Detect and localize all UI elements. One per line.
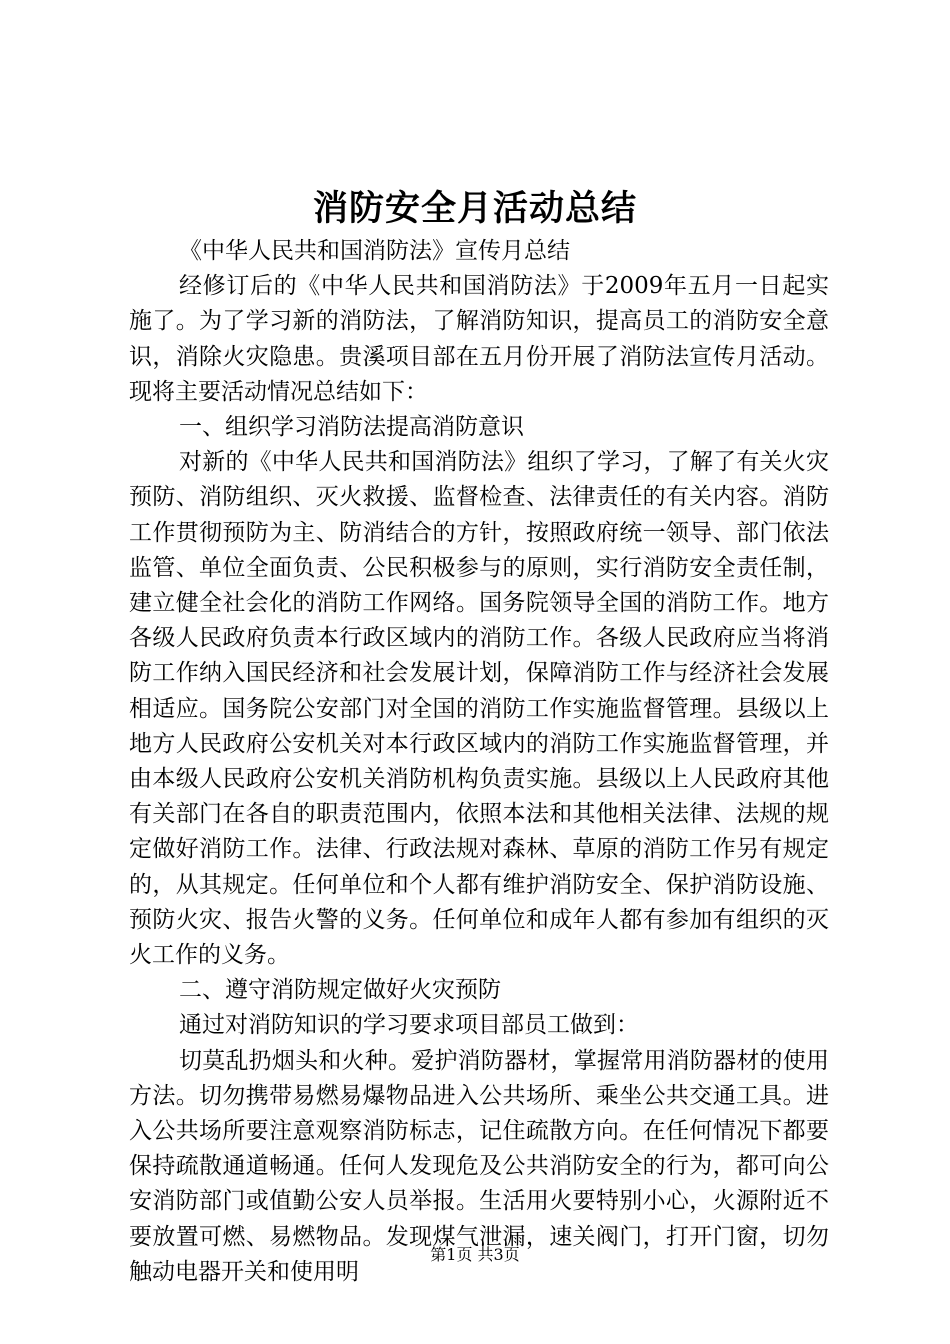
paragraph-section-2-body: 切莫乱扔烟头和火种。爱护消防器材，掌握常用消防器材的使用方法。切勿携带易燃易爆物品进入公共场所、乘坐公共交通工具。进入公共场所要注意观察消防标志，记住疏散方向。在任何情况下都要保持疏散通道畅通。任何人发现危及公共消防安全的行为，都可向公安消防部门或值勤公安人员举报。生活用火要特别小心，火源附近不要放置可燃、易燃物品。发现煤气泄漏，速关阀门，打开门窗，切勿触动电器开关和使用明: [129, 1047, 829, 1285]
document-title: 消防安全月活动总结: [312, 189, 637, 229]
document-body: [129, 234, 829, 1290]
page-number: 第1页 共3页: [430, 1245, 520, 1264]
section-heading-1: 一、组织学习消防法提高消防意识: [179, 414, 524, 441]
paragraph-section-2-lead: 通过对消防知识的学习要求项目部员工做到：: [179, 1012, 639, 1039]
paragraph-section-1: 对新的《中华人民共和国消防法》组织了学习，了解了有关火灾预防、消防组织、灭火救援、监督检查、法律责任的有关内容。消防工作贯彻预防为主、防消结合的方针，按照政府统一领导、部门依法监管、单位全面负责、公民积极参与的原则，实行消防安全责任制，建立健全社会化的消防工作网络。国务院领导全国的消防工作。地方各级人民政府负责本行政区域内的消防工作。各级人民政府应当将消防工作纳入国民经济和社会发展计划，保障消防工作与经济社会发展相适应。国务院公安部门对全国的消防工作实施监督管理。县级以上地方人民政府公安机关对本行政区域内的消防工作实施监督管理，并由本级人民政府公安机关消防机构负责实施。县级以上人民政府其他有关部门在各自的职责范围内，依照本法和其他相关法律、法规的规定做好消防工作。法律、行政法规对森林、草原的消防工作另有规定的，从其规定。任何单位和个人都有维护消防安全、保护消防设施、预防火灾、报告火警的义务。任何单位和成年人都有参加有组织的灭火工作的义务。: [129, 449, 829, 969]
paragraph-intro: 经修订后的《中华人民共和国消防法》于2009年五月一日起实施了。为了学习新的消防法，了解消防知识，提高员工的消防安全意识，消除火灾隐患。贵溪项目部在五月份开展了消防法宣传月活动。现将主要活动情况总结如下：: [129, 273, 829, 405]
section-heading-2: 二、遵守消防规定做好火灾预防: [179, 977, 501, 1004]
paragraph-subtitle: 《中华人民共和国消防法》宣传月总结: [179, 238, 570, 264]
